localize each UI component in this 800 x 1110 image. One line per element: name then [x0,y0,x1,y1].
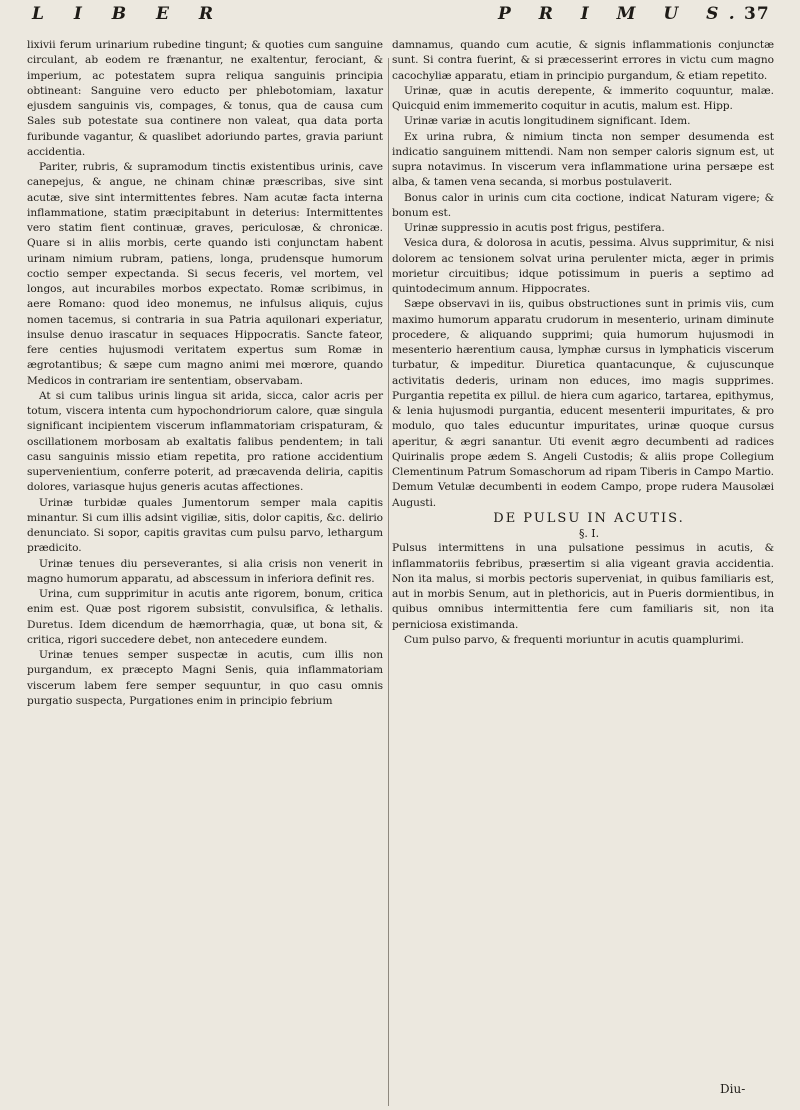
right-column [392,38,774,648]
paragraph: Urina, cum supprimitur in acutis ante rigorem, bonum, critica enim est. Quæ post rigorem subsistit, convulsifica, & lethalis. Duretus. Idem dicendum de hæmorrhagia, quæ, ut bona sit, & critica, rigori succedere debet, non antecedere eundem. [27,588,383,646]
running-header [0,0,800,36]
section-title: DE PULSU IN ACUTIS. [493,510,685,526]
column-divider [388,58,389,1106]
paragraph: damnamus, quando cum acutie, & signis inflammationis conjunctæ sunt. Si contra fuerint, & si præcesserint errores in victu cum magno cacochyliæ apparatu, etiam in principio purgandum, & etiam repetito. [392,39,774,82]
paragraph: Pulsus intermittens in una pulsatione pessimus in acutis, & inflammatoriis febribus, præsertim si alia vigeant gravia accidentia. Non ita malus, si morbis pectoris superveniat, in quibus familiaris est, aut in morbis Senum, aut in plethoricis, aut in Pueris dormientibus, in quibus omnibus intermittentia fere cum familiaris sit, non ita perniciosa existimanda. [392,542,774,631]
paragraph: lixivii ferum urinarium rubedine tingunt; & quoties cum sanguine circulant, ab eodem re frænantur, ne exaltentur, ferociant, & imperium, ac potestatem supra reliqua sanguinis principia obtineant: Sanguine vero educto per phlebotomiam, laxatur ejusdem sanguinis vis, compages, & tonus, qua de causa cum Sales sub potestate sua continere non valeat, qua data porta furibunde vagantur, & quaslibet adoriundo partes, gravia pariunt accidentia. [27,39,383,158]
paragraph: Urinæ tenues semper suspectæ in acutis, cum illis non purgandum, ex præcepto Magni Senis, quia inflammatoriam viscerum labem fere semper sequuntur, in quo casu omnis purgatio suspecta, Purgationes enim in principio febrium [27,649,383,707]
paragraph: Ex urina rubra, & nimium tincta non semper desumenda est indicatio sanguinem mittendi. Nam non semper caloris signum est, ut supra notavimus. In viscerum vera inflammatione urina persæpe est alba, & tamen vena secanda, si morbus postulaverit. [392,130,774,189]
header-left: L I B E R [32,4,226,24]
section-number: §. I. [578,527,600,540]
left-column [27,38,383,709]
paragraph: Urinæ tenues diu perseverantes, si alia crisis non venerit in magno humorum apparatu, ad abscessum in inferiora definit res. [27,557,383,585]
paragraph: Urinæ, quæ in acutis derepente, & immerito coquuntur, malæ. Quicquid enim immemerito coquitur in acutis, malum est. Hipp. [392,84,774,112]
paragraph: Sæpe observavi in iis, quibus obstructiones sunt in primis viis, cum maximo humorum apparatu crudorum in mesenterio, urinam diminute procedere, & aliquando supprimi; quia humorum hujusmodi in mesenterio hærentium causa, lymphæ cursus in lymphaticis viscerum turbatur, & impeditur. Diuretica quantacunque, & cujuscunque activitatis dederis, urinam non educes, imo magis supprimes. Purgantia repetita ex pillul. de hiera cum agarico, tartarea, epithymus, & lenia hujusmodi purgantia, educent mesenterii impuritates, & pro modulo, quo tales educuntur impuritates, urinæ quoque cursus aperitur, & ægri sanantur. Uti evenit ægro decumbenti ad radices Quirinalis prope ædem S. Angeli Custodis; & aliis prope Collegium Clementinum Patrum Somaschorum ad ripam Tiberis in Campo Martio. Demum Vetulæ decumbenti in eodem Campo, prope rudera Mausolæi Augusti. [392,298,774,509]
catchword: Diu- [720,1082,746,1096]
paragraph: Urinæ suppressio in acutis post frigus, pestifera. [404,222,665,234]
header-right: P R I M U S. [498,4,746,24]
paragraph: Urinæ turbidæ quales Jumentorum semper mala capitis minantur. Si cum illis adsint vigiliæ, sitis, dolor capitis, &c. delirio denunciato. Si sopor, capitis gravitas cum pulsu parvo, lethargum prædicito. [27,496,383,555]
paragraph: Vesica dura, & dolorosa in acutis, pessima. Alvus supprimitur, & nisi dolorem ac tensionem solvat urina perulenter micta, æger in primis morietur circuitibus; idque potissimum in pueris a septimo ad quintodecimum annum. Hippocrates. [392,237,774,295]
paragraph: Bonus calor in urinis cum cita coctione, indicat Naturam vigere; & bonum est. [392,191,774,219]
paragraph: Pariter, rubris, & supramodum tinctis existentibus urinis, cave canepejus, & angue, ne chinam chinæ præscribas, sive sint acutæ, sive sint intermittentes febres. Nam acutæ facta interna inflammatione, statim præcipitabunt in deterius: Intermittentes vero statim fient continuæ, graves, periculosæ, & chronicæ. Quare si in aliis morbis, certe quando isti conjunctam habent urinam nimium rubram, patiens, longa, prudensque humorum coctio semper expectanda. Si secus feceris, vel mortem, vel longos, aut incurabiles morbos expectato. Romæ scribimus, in aere Romano: quod ideo monemus, ne infulsus aliquis, cujus nomen tacemus, si contraria in sua Patria aquilonari experiatur, insulse denuo irascatur in sequaces Hippocratis. Sancte fateor, fere centies hujusmodi veritatem expertus sum Romæ in ægrotantibus; & sæpe cum magno animi mei mœrore, quando Medicos in contrariam ire sententiam, observabam. [27,161,383,387]
page-number: 37 [744,4,770,24]
paragraph: Urinæ variæ in acutis longitudinem significant. Idem. [404,115,691,128]
paragraph: At si cum talibus urinis lingua sit arida, sicca, calor acris per totum, viscera intenta cum hypochondriorum calore, quæ singula significant incipientem viscerum inflammatoriam crispaturam, & oscillationem morbosam ab exaltatis falibus pendentem; in tali casu sanguinis missio etiam repetita, pro ratione accidentium supervenientium, conferre poterit, ad præcavenda deliria, capitis dolores, variasque hujus generis acutas affectiones. [27,389,383,494]
paragraph: Cum pulso parvo, & frequenti moriuntur in acutis quamplurimi. [404,633,744,646]
